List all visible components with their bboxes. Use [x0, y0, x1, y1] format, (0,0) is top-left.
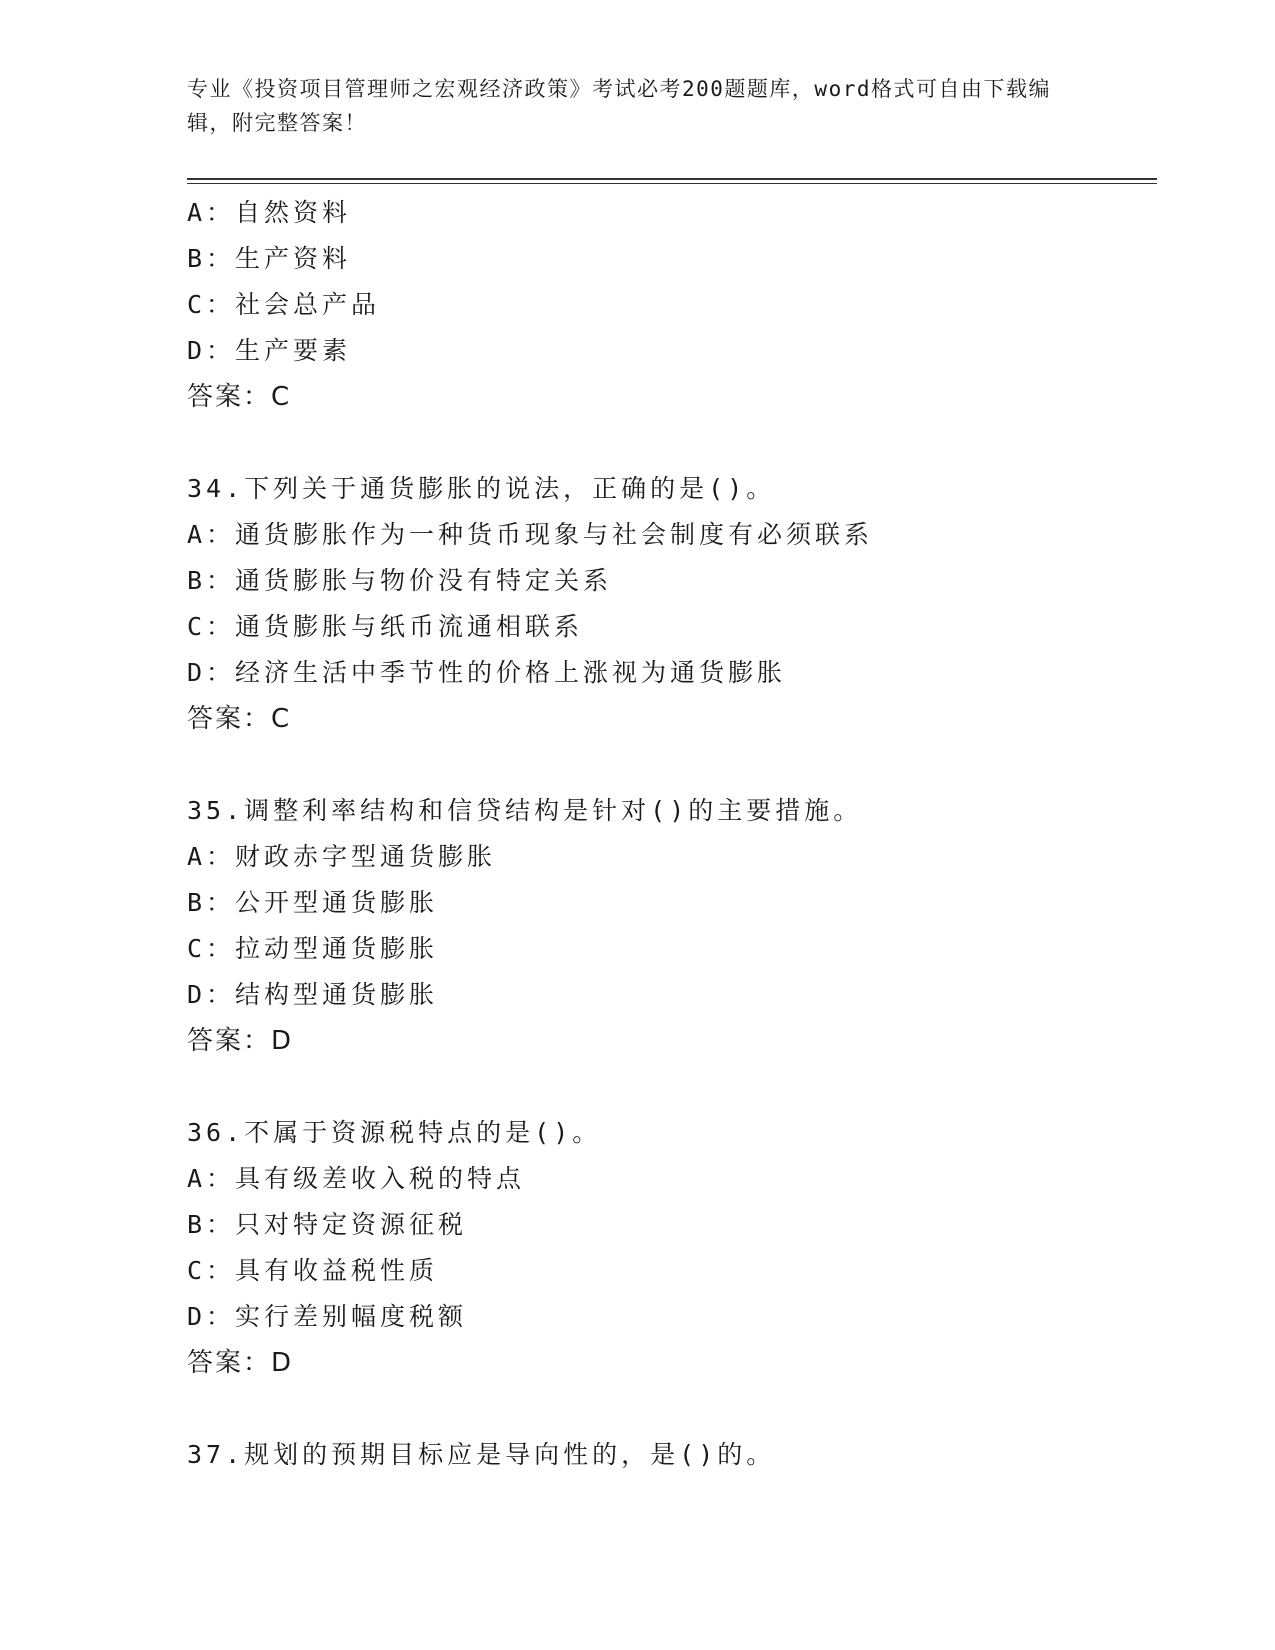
spacer [187, 1386, 1167, 1432]
question-35 [187, 788, 1167, 1064]
option-c: C：拉动型通货膨胀 [187, 934, 439, 963]
spacer [187, 420, 1167, 466]
question-34 [187, 466, 1167, 742]
option-d: D：结构型通货膨胀 [187, 980, 439, 1009]
option-b: B：公开型通货膨胀 [187, 888, 439, 917]
question-stem: 37.规划的预期目标应是导向性的，是()的。 [187, 1440, 776, 1469]
option-a: A：具有级差收入税的特点 [187, 1164, 526, 1193]
option-b: B：只对特定资源征税 [187, 1210, 468, 1239]
question-list [187, 190, 1167, 1478]
option-a: A：通货膨胀作为一种货币现象与社会制度有必须联系 [187, 520, 874, 549]
option-a: A：自然资料 [187, 198, 352, 227]
option-d: D：生产要素 [187, 336, 352, 365]
question-36 [187, 1110, 1167, 1386]
header-rule-thin [187, 183, 1157, 184]
spacer [187, 742, 1167, 788]
option-d: D：实行差别幅度税额 [187, 1302, 468, 1331]
spacer [187, 1064, 1167, 1110]
answer-line: 答案：C [187, 704, 292, 734]
document-header: 专业《投资项目管理师之宏观经济政策》考试必考200题题库，word格式可自由下载编辑，附完整答案！ [187, 77, 1051, 135]
question-stem: 34.下列关于通货膨胀的说法，正确的是()。 [187, 474, 776, 503]
option-c: C：通货膨胀与纸币流通相联系 [187, 612, 584, 641]
header-rule-thick [187, 178, 1157, 180]
option-c: C：具有收益税性质 [187, 1256, 439, 1285]
question-37 [187, 1432, 1167, 1478]
question-continued [187, 190, 1167, 420]
option-a: A：财政赤字型通货膨胀 [187, 842, 497, 871]
question-stem: 35.调整利率结构和信贷结构是针对()的主要措施。 [187, 796, 863, 825]
answer-line: 答案：C [187, 382, 292, 412]
question-stem: 36.不属于资源税特点的是()。 [187, 1118, 602, 1147]
answer-line: 答案：D [187, 1348, 294, 1378]
option-d: D：经济生活中季节性的价格上涨视为通货膨胀 [187, 658, 787, 687]
answer-line: 答案：D [187, 1026, 294, 1056]
option-b: B：通货膨胀与物价没有特定关系 [187, 566, 613, 595]
option-c: C：社会总产品 [187, 290, 381, 319]
option-b: B：生产资料 [187, 244, 352, 273]
